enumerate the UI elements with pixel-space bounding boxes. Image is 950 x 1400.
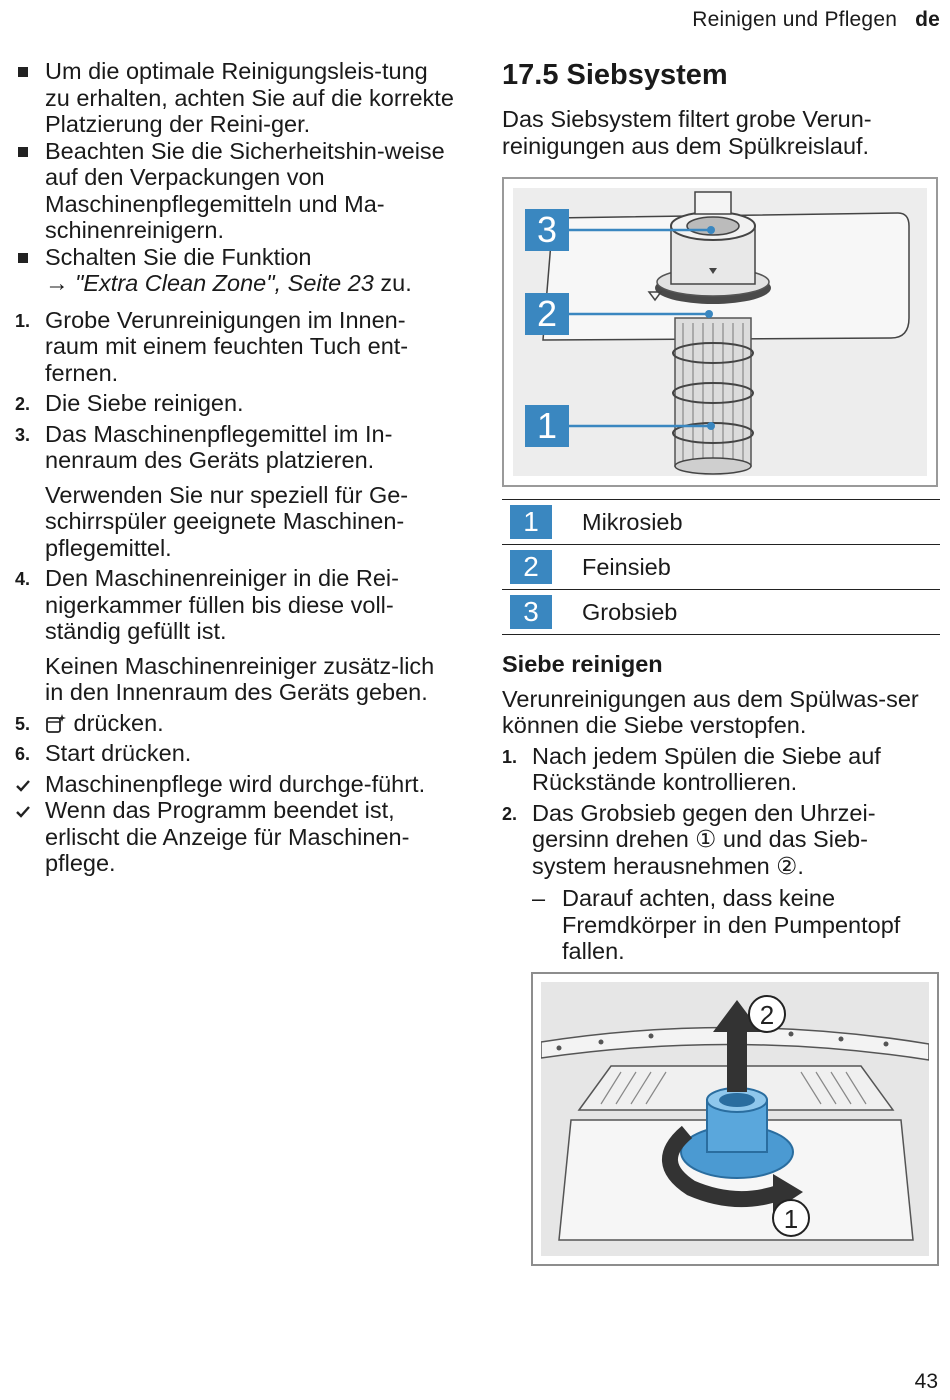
step-text: drücken. — [73, 709, 164, 736]
step-text: Die Siebe reinigen. — [45, 390, 244, 416]
subsection-heading: Siebe reinigen — [502, 651, 663, 677]
result-text: Maschinenpflege wird durchge-führt. — [45, 770, 426, 797]
step-item — [15, 421, 455, 474]
step-note: Verwenden Sie nur speziell für Ge-schirrspüler geeignete Maschinen-pflegemittel. — [45, 481, 409, 561]
step-number: 3. — [15, 424, 31, 445]
dash-text: Darauf achten, dass keine Fremdkörper in den Pumpentopf fallen. — [562, 885, 901, 964]
step-number: 1. — [15, 310, 31, 331]
spacer — [15, 297, 455, 307]
figure-legend — [502, 499, 940, 635]
legend-label: Feinsieb — [582, 553, 671, 580]
legend-label: Mikrosieb — [582, 508, 683, 535]
step-number: 1. — [502, 746, 518, 767]
step-item — [15, 565, 455, 645]
callout-2-number: 2 — [759, 1000, 775, 1030]
section-heading: 17.5 Siebsystem — [502, 59, 728, 91]
step-item — [15, 307, 455, 387]
step-text: Nach jedem Spülen die Siebe auf Rückstände kontrollieren. — [532, 742, 881, 795]
callout-2-label: 2 — [536, 293, 558, 334]
step-note: Keinen Maschinenreiniger zusätz-lich in den Innenraum des Geräts geben. — [45, 652, 435, 705]
result-item — [15, 771, 455, 798]
language-code: de — [915, 8, 940, 31]
dash-marker: – — [532, 885, 546, 911]
step-item — [15, 390, 455, 417]
section-intro: Das Siebsystem filtert grobe Verun-reinigungen aus dem Spülkreislauf. — [502, 106, 872, 159]
bullet-text: Beachten Sie die Sicherheitshin-weise auf den Verpackungen von Maschinenpflegemitteln und Ma-schinenreinigern. — [45, 137, 445, 243]
bullet-item — [15, 138, 455, 244]
page-header — [692, 8, 940, 32]
checkmark-icon — [15, 804, 31, 820]
step-text: Start drücken. — [45, 740, 192, 766]
legend-row — [502, 545, 940, 590]
step-number: 5. — [15, 713, 31, 734]
legend-row — [502, 500, 940, 545]
machine-care-icon — [45, 712, 67, 734]
remove-filter-figure — [531, 972, 939, 1266]
step-number: 4. — [15, 569, 31, 589]
bullet-text: Um die optimale Reinigungsleis-tung zu erhalten, achten Sie auf die korrekte Platzierung der Reini-ger. — [45, 58, 454, 137]
step-number: 2. — [15, 394, 31, 414]
step-text: Grobe Verunreinigungen im Innen-raum mit einem feuchten Tuch ent-fernen. — [45, 306, 409, 386]
bullet-text: Schalten Sie die Funktion — [45, 243, 312, 270]
legend-row — [502, 590, 940, 635]
result-text: Wenn das Programm beendet ist, erlischt die Anzeige für Maschinen-pflege. — [45, 797, 410, 876]
step-number: 2. — [502, 803, 518, 824]
filter-illustration — [513, 188, 927, 476]
step-text: Den Maschinenreiniger in die Rei-nigerkammer füllen bis diese voll-ständig gefüllt ist. — [45, 565, 399, 644]
bullet-item — [15, 244, 455, 297]
step-number: 6. — [15, 744, 31, 764]
arrow-icon: → — [45, 270, 69, 296]
section-title: Reinigen und Pflegen — [692, 8, 898, 31]
remove-filter-illustration — [541, 982, 929, 1256]
result-item — [15, 797, 455, 877]
cross-reference-link[interactable]: "Extra Clean Zone", Seite 23 — [75, 270, 374, 296]
checkmark-icon — [15, 778, 31, 794]
step-text: Das Grobsieb gegen den Uhrzei-gersinn drehen ① und das Sieb-system herausnehmen ②. — [532, 799, 876, 879]
page-number: 43 — [914, 1370, 938, 1393]
step-item — [502, 743, 942, 796]
callout-1-number: 1 — [783, 1204, 799, 1234]
right-column — [502, 58, 942, 965]
step-item — [502, 800, 942, 880]
legend-number: 2 — [510, 550, 552, 584]
dash-item — [532, 885, 942, 965]
legend-number: 3 — [510, 595, 552, 629]
callout-3-label: 3 — [536, 209, 558, 250]
subsection-intro: Verunreinigungen aus dem Spülwas-ser können die Siebe verstopfen. — [502, 685, 919, 738]
bullet-item — [15, 58, 455, 138]
step-item — [15, 710, 455, 737]
callout-1-label: 1 — [536, 405, 558, 446]
step-text: Das Maschinenpflegemittel im In-nenraum des Geräts platzieren. — [45, 420, 393, 473]
left-column — [15, 58, 455, 877]
legend-number: 1 — [510, 505, 552, 539]
legend-label: Grobsieb — [582, 598, 678, 625]
step-item — [15, 740, 455, 767]
filter-system-figure — [502, 177, 938, 487]
bullet-tail: zu. — [380, 270, 412, 296]
